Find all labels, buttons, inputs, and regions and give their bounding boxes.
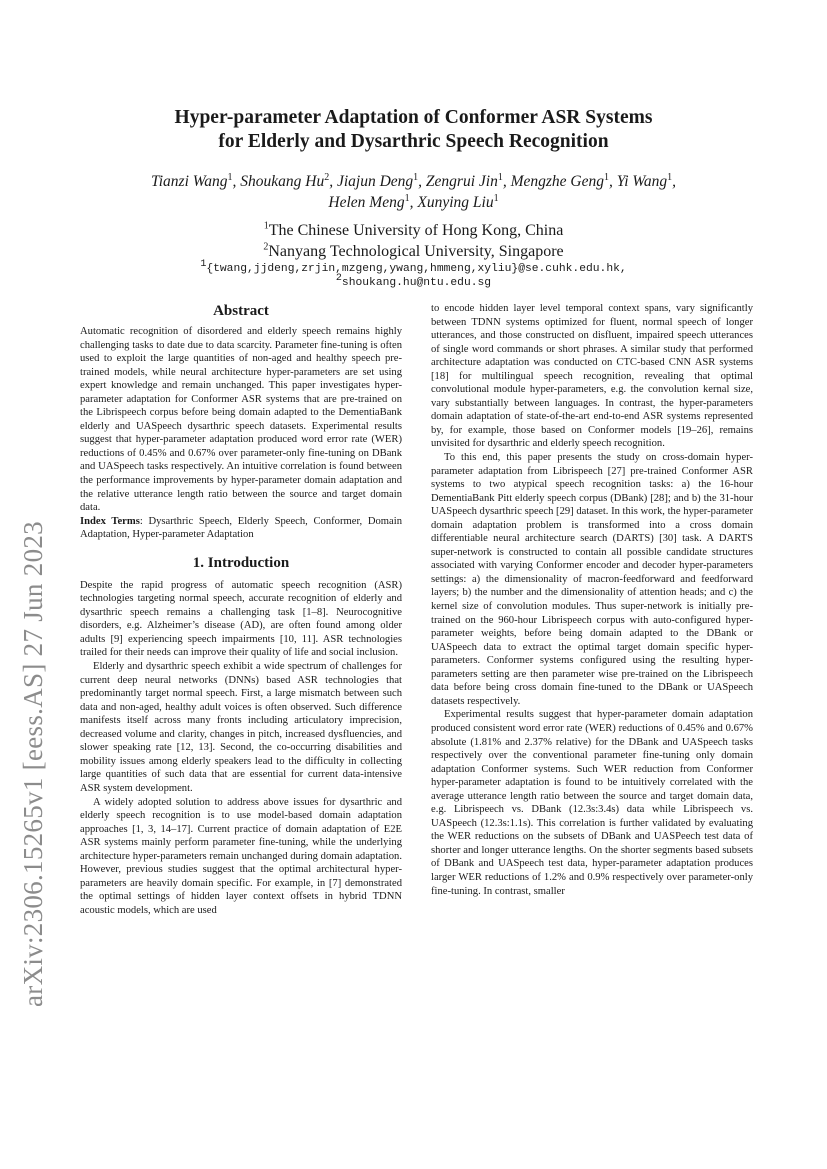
intro-paragraph: A widely adopted solution to address above issues for dysarthric and elderly speech recognition is to use model-based domain adaptation approaches [1, 3, 14–17]. Current practice of domain adaptation of E2E ASR systems mainly perform parameter fine-tuning, while the underlying architecture hyper-parameters remain unchanged during domain adaptation. However, previous studies suggest that the optimal architectural hyper-parameters are heavily domain specific. For example, in [7] demonstrated the optimal settings of hidden layer context offsets in hybrid TDNN acoustic models, which are used xyxy=(80,796,402,916)
abstract-body: Automatic recognition of disordered and elderly speech remains highly challenging tasks to date due to data scarcity. Parameter fine-tuning is often used to exploit the large quantities of non-aged and healthy speech pre-trained models, while neural architecture hyper-parameters are set using expert knowledge and remain unchanged. This paper investigates hyper-parameter adaptation for Conformer ASR systems that are pre-trained on the Librispeech corpus before being domain adapted to the DementiaBank elderly and UASpeech dysarthric speech datasets. Experimental results suggest that hyper-parameter adaptation produced word error rate (WER) reductions of 0.45% and 0.67% over parameter-only fine-tuning on DBank and UASpeech tasks respectively. An intuitive correlation is found between the performance improvements by hyper-parameter domain adaptation and the relative utterance length ratio between the source and target domain data. xyxy=(80,326,402,514)
author-line-2 xyxy=(90,192,737,213)
title-line-1: Hyper-parameter Adaptation of Conformer ASR Systems xyxy=(174,107,653,128)
affiliation: $^2$Nanyang Technological University, Singapore xyxy=(263,241,564,260)
intro-paragraph: to encode hidden layer level temporal context spans, vary significantly between TDNN systems optimized for fluent, normal speech of longer utterances, and those constructed on disfluent, impaired speech utterances of single word commands or short phrases. A similar study that performed architecture adaptation was conducted on CTC-based CNN ASR systems [18] for multilingual speech recognition, revealing that optimal convolutional module hyper-parameters, e.g. the convolution kernal size, vary substantially between languages. In contrast, the hyper-parameters domain adaptation of state-of-the-art end-to-end ASR systems represented by, for example, those based on Conformer models [19–26], remains unvisited for dysarthric and elderly speech recognition. xyxy=(431,303,753,450)
author-line-1 xyxy=(90,171,737,192)
author: Zengrui Jin$^1$, xyxy=(425,171,511,190)
abstract-heading: Abstract xyxy=(213,303,269,319)
affiliations xyxy=(100,220,727,262)
email-line: $^2$shoukang.hu@ntu.edu.sg xyxy=(335,273,492,289)
author: Mengzhe Geng$^1$, xyxy=(510,171,617,190)
email-line: $^1${twang,jjdeng,zrjin,mzgeng,ywang,hmmeng,xyliu}@se.cuhk.edu.hk, xyxy=(200,259,627,275)
intro-paragraph: Despite the rapid progress of automatic speech recognition (ASR) technologies targeting normal speech, accurate recognition of elderly and dysarthric speech remains a challenging task [1–8]. Neurocognitive disorders, e.g. Alzheimer’s disease (AD), are often found among older adults [9] experiencing speech impairments [10, 11]. ASR technologies trailed for their needs can improve their quality of life and social inclusion. xyxy=(80,579,402,659)
introduction-heading: 1. Introduction xyxy=(192,554,290,571)
affiliation: $^1$The Chinese University of Hong Kong, China xyxy=(263,220,564,239)
index-terms-list: : Dysarthric Speech, Elderly Speech, Conformer, Domain Adaptation, Hyper-parameter Adaptation xyxy=(80,515,402,541)
paper-title xyxy=(100,106,727,154)
index-terms-label: Index Terms xyxy=(80,515,140,527)
author-list xyxy=(90,171,737,213)
author: Tianzi Wang$^1$, xyxy=(150,171,241,190)
author: Xunying Liu$^1$ xyxy=(417,192,499,211)
author: Helen Meng$^1$, xyxy=(328,192,418,211)
intro-paragraph: To this end, this paper presents the study on cross-domain hyper-parameter adaptation from Librispeech [27] pre-trained Conformer ASR systems to two atypical speech recognition tasks: a) the 16-hour DementiaBank Pitt elderly speech corpus (DBank) [28]; and b) the 31-hour UASpeech dysarthric speech [29] dataset. In this work, the hyper-parameter domain adaptation problem is transformed into a cross domain differentiable neural architecture search (DARTS) [30] task. A DARTS super-network is constructed to contain all possible candidate structures associated with varying Conformer encoder and decoder hyper-parameters settings: a) the dimensionality of macron-feedforward and feedforward layers; b) the number and the dimensionality of attention heads; and c) the kernel size of convolution modules. Thus super-network is initially pre-trained on the 960-hour Librispeech corpus with auto-configured hyper-parameter weights, before being domain adapted to the DBank or UASpeech data to extract the optimal target domain specific hyper-parameters. Conformer systems configured using the resulting hyper-parameters setting are then parameter wise pre-trained on the Librispeech data before being cross domain fine-tuned to the DBank or UASpeech datasets respectively. xyxy=(431,452,753,707)
author: Shoukang Hu$^2$, xyxy=(240,171,337,190)
intro-paragraph: Elderly and dysarthric speech exhibit a wide spectrum of challenges for current deep neural networks (DNNs) based ASR technologies that predominantly target normal speech. First, a large mismatch between such data and non-aged, healthy adult voices is often observed. Such difference manifests itself across many fronts including articulatory imprecision, decreased volume and clarity, changes in pitch, increased dysfluencies, and slower speaking rate [12, 13]. Second, the co-occurring disabilities and mobility issues among elderly speakers lead to the difficulty in collecting large quantities of such data that are essential for current data-intensive ASR system development. xyxy=(80,661,402,794)
author: Yi Wang$^1$, xyxy=(616,171,676,190)
intro-paragraph: Experimental results suggest that hyper-parameter domain adaptation produced consistent word error rate (WER) reductions of 0.45% and 0.67% absolute (1.81% and 2.37% relative) for the DBank and UASpeech tasks respectively over the conventional parameter fine-tuning only domain adaptation Conformer systems. Such WER reduction from Conformer hyper-parameter adaptation is found to be intuitively correlated with the average utterance length ratio between the source and target domain data, e.g. Librispeech vs. DBank (12.3s:3.4s) data while Librispeech vs. UASpeech (12.3s:1.1s). This correlation is further validated by evaluating the WER reductions on the subsets of DBank and UASPeech test data of shorter and longer utterance lengths. On the shorter segments based subsets of DBank and UASpeech test data, hyper-parameter adaptation produces larger WER reductions of 1.2% and 0.9% respectively over parameter-only fine-tuning. In contrast, smaller xyxy=(431,709,753,897)
author-emails xyxy=(100,259,727,290)
left-column xyxy=(80,301,402,917)
index-terms xyxy=(80,515,402,542)
author: Jiajun Deng$^1$, xyxy=(336,171,426,190)
arxiv-identifier: arXiv:2306.15265v1 [eess.AS] 27 Jun 2023 xyxy=(18,521,48,1007)
right-column xyxy=(431,302,753,898)
title-line-2: for Elderly and Dysarthric Speech Recognition xyxy=(218,131,609,152)
